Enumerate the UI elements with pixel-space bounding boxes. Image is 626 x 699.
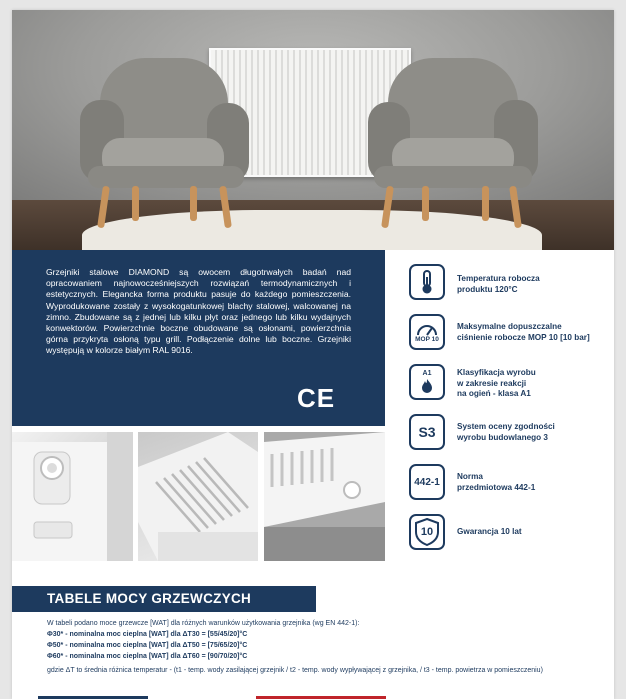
section-heading-bar [12, 586, 316, 612]
feature-line: Klasyfikacja wyrobu [457, 368, 536, 377]
product-photo-valve [12, 432, 133, 561]
hero-photo [12, 10, 614, 250]
product-photo-grill [138, 432, 258, 561]
description-panel [12, 250, 385, 426]
table-notes [47, 618, 607, 676]
flame-icon [409, 364, 445, 400]
armchair-right [364, 58, 544, 243]
feature-s3 [409, 414, 609, 454]
feature-pressure [409, 314, 609, 354]
armchair-left [72, 58, 252, 243]
feature-line: Temperatura robocza [457, 274, 540, 283]
norm-badge: 442-1 [414, 476, 440, 488]
feature-line: ciśnienie robocze MOP 10 [10 bar] [457, 332, 590, 342]
ce-mark: CE [297, 383, 336, 413]
feature-line: System oceny zgodności [457, 422, 555, 431]
warranty-badge: 10 [420, 526, 434, 538]
feature-line: wyrobu budowlanego 3 [457, 432, 548, 442]
pressure-gauge-icon [409, 314, 445, 350]
feature-line: Gwarancja 10 lat [457, 527, 522, 536]
product-photo-connection [264, 432, 385, 561]
feature-temperature [409, 264, 609, 304]
feature-line: produktu 120°C [457, 284, 518, 294]
norm-icon [409, 464, 445, 500]
description-text: Grzejniki stalowe DIAMOND są owocem długotrwałych badań nad opracowaniem najnowocześniejszych rozwiązań termodynamicznych i estetycznych. Elegancka forma produktu pasuje do każdego pomieszczenia. Wyprodukowane zostały z wysokogatunkowej blachy stalowej, walcowanej na zimno. Zbudowane są z jednej lub kilku płyt oraz jednego lub kilku wydajnych konwektorów. Powierzchnie boczne obudowane są osłonami, powierzchnia górna przykryta osłoną typu grill. Podłączenie dolne lub boczne. Grzejniki występują w kolorze białym RAL 9016. [46, 267, 351, 356]
notes-phi50: Φ50* - nominalna moc cieplna [WAT] dla ΔT50 = [75/65/20]°C [47, 642, 248, 649]
warranty-shield-icon [409, 514, 445, 550]
notes-phi30: Φ30* - nominalna moc cieplna [WAT] dla ΔT30 = [55/45/20]°C [47, 631, 248, 638]
brochure-page [12, 10, 614, 699]
feature-line: Norma [457, 472, 483, 481]
s3-icon [409, 414, 445, 450]
section-heading: TABELE MOCY GRZEWCZYCH [47, 591, 252, 606]
thermometer-icon [409, 264, 445, 300]
feature-line: przedmiotowa 442-1 [457, 482, 536, 492]
feature-norm [409, 464, 609, 504]
notes-intro: W tabeli podano moce grzewcze [WAT] dla różnych warunków użytkowania grzejnika (wg EN 442-1): [47, 620, 360, 627]
feature-line: Maksymalne dopuszczalne [457, 322, 562, 331]
a1-badge: A1 [422, 370, 432, 377]
notes-phi60: Φ60* - nominalna moc cieplna [WAT] dla ΔT60 = [90/70/20]°C [47, 653, 248, 660]
feature-line: w zakresie reakcji [457, 378, 527, 388]
s3-badge: S3 [418, 424, 436, 440]
feature-warranty [409, 514, 609, 554]
mop-badge: MOP 10 [415, 335, 439, 343]
feature-line: na ogień - klasa A1 [457, 389, 531, 398]
feature-fire-class [409, 364, 609, 404]
notes-delta: gdzie ΔT to średnia różnica temperatur - (t1 - temp. wody zasilającej grzejnik / t2 - temp. wody wypływającej z grzejnika, / t3 - temp. powietrza w pomieszczeniu) [47, 667, 543, 674]
